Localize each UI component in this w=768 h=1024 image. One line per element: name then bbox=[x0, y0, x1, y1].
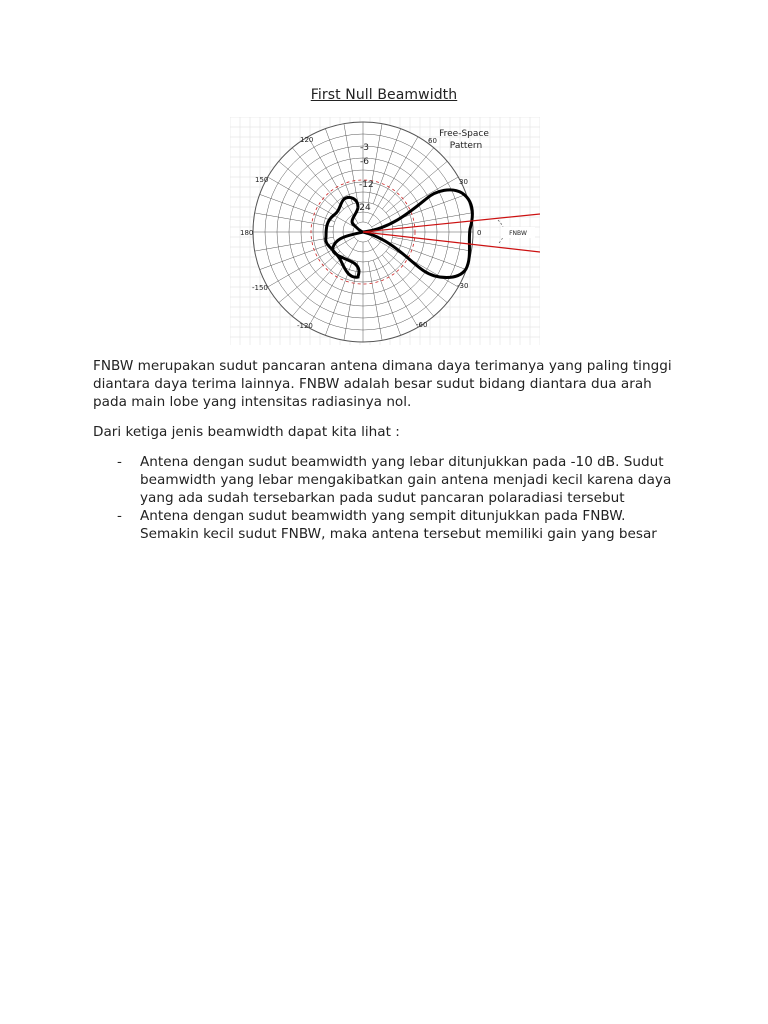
db-label-6: -6 bbox=[360, 157, 369, 167]
legend-title-line1: Free-Space bbox=[439, 129, 489, 139]
angle-label-m150: -150 bbox=[252, 284, 268, 292]
angle-label-30: 30 bbox=[459, 178, 468, 186]
angle-label-120: 120 bbox=[300, 136, 314, 144]
bullet-list bbox=[93, 453, 673, 543]
polar-pattern-figure bbox=[230, 117, 540, 345]
document-title: First Null Beamwidth bbox=[310, 87, 458, 103]
legend-title-line2: Pattern bbox=[449, 141, 483, 151]
db-label-24: -24 bbox=[356, 203, 371, 213]
angle-label-m120: -120 bbox=[297, 322, 313, 330]
fnbw-label: FNBW bbox=[509, 230, 527, 237]
bullet-marker: - bbox=[117, 508, 122, 524]
list-item bbox=[93, 507, 673, 543]
polar-pattern-svg bbox=[230, 117, 540, 345]
db-label-3: -3 bbox=[360, 143, 369, 153]
db-label-12: -12 bbox=[359, 180, 374, 190]
angle-label-m60: -60 bbox=[416, 321, 428, 329]
paragraph-fnbw-definition: FNBW merupakan sudut pancaran antena dimana daya terimanya yang paling tinggi diantara daya terima lainnya. FNBW adalah besar sudut bidang diantara dua arah pada main lobe yang intensitas radiasinya nol. bbox=[93, 358, 672, 410]
list-item bbox=[93, 453, 673, 507]
angle-label-m30: -30 bbox=[457, 282, 469, 290]
angle-label-0: 0 bbox=[477, 229, 482, 237]
bullet-marker: - bbox=[117, 454, 122, 470]
list-item-text: Antena dengan sudut beamwidth yang lebar ditunjukkan pada -10 dB. Sudut beamwidth yang lebar mengakibatkan gain antena menjadi kecil karena daya yang ada sudah tersebarkan pada sudut pancaran polaradiasi tersebut bbox=[140, 454, 672, 506]
angle-label-150: 150 bbox=[255, 176, 269, 184]
angle-label-180: 180 bbox=[240, 229, 254, 237]
paragraph-intro-list: Dari ketiga jenis beamwidth dapat kita lihat : bbox=[93, 424, 400, 440]
angle-label-60: 60 bbox=[428, 137, 437, 145]
list-item-text: Antena dengan sudut beamwidth yang sempit ditunjukkan pada FNBW. Semakin kecil sudut FNBW, maka antena tersebut memiliki gain yang besar bbox=[140, 508, 657, 542]
